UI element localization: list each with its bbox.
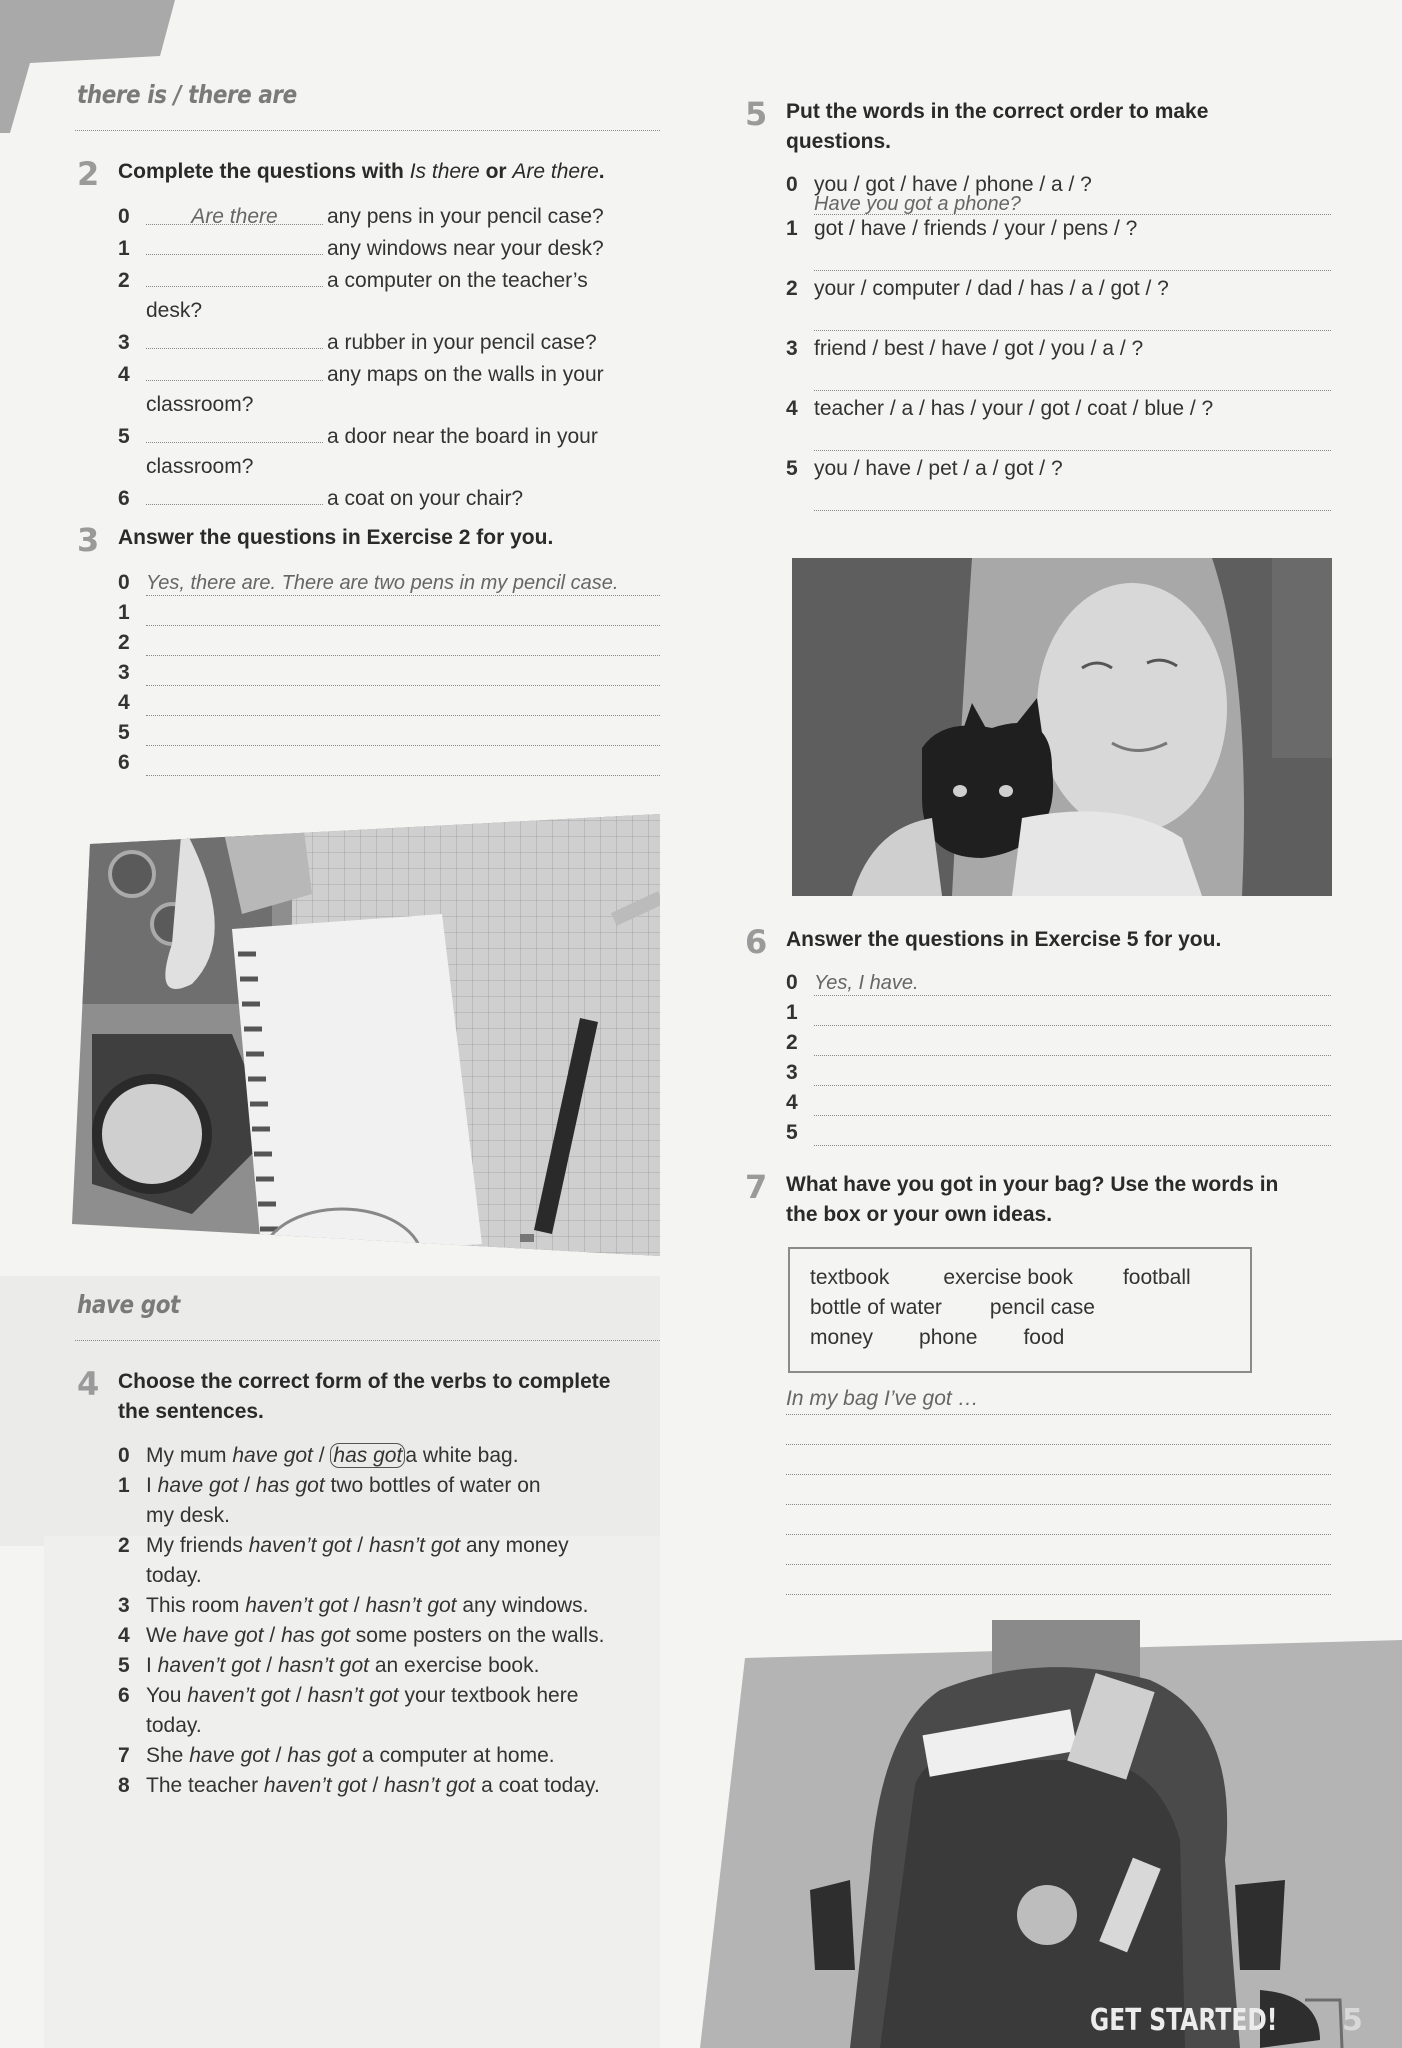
word-row	[810, 1263, 1230, 1293]
item-number: 1	[786, 217, 798, 240]
answer-line	[146, 775, 660, 776]
list-item	[118, 568, 660, 598]
answer-line-slot[interactable]	[786, 1565, 1331, 1595]
exercise-number: 2	[77, 155, 100, 193]
exercise-number: 3	[77, 521, 100, 559]
item-text: a computer at home.	[356, 1744, 555, 1767]
answer-blank[interactable]	[146, 358, 323, 381]
answer-blank[interactable]: Are there	[146, 202, 323, 225]
item-number: 4	[786, 397, 798, 420]
answer-blank[interactable]	[146, 326, 323, 349]
answer-blank[interactable]	[146, 482, 323, 505]
item-number: 4	[786, 1091, 798, 1114]
exercise-number: 6	[745, 923, 768, 961]
item-continuation: classroom?	[146, 393, 254, 416]
answer-line	[146, 625, 660, 626]
exercise-5-items	[786, 170, 1331, 514]
list-item	[786, 454, 1331, 514]
list-item	[118, 658, 660, 688]
list-item	[118, 748, 660, 778]
item-text: We	[146, 1624, 183, 1647]
list-item	[786, 968, 1331, 998]
word-row	[810, 1323, 1230, 1353]
list-item	[118, 1531, 663, 1561]
word-chip: football	[1122, 1266, 1191, 1289]
item-continuation: today.	[146, 1564, 202, 1587]
answer-line	[814, 270, 1331, 271]
word-chip: pencil case	[989, 1296, 1095, 1319]
item-text: any money	[460, 1534, 569, 1557]
item-text: a door near the board in your	[327, 425, 598, 448]
answer-line	[814, 1055, 1331, 1056]
notebook-desk-photo	[72, 804, 664, 1264]
option-separator: /	[238, 1474, 256, 1497]
item-number: 2	[786, 277, 798, 300]
option-separator: /	[269, 1744, 288, 1767]
exercise-4-items	[118, 1441, 663, 1801]
list-item	[118, 326, 663, 358]
list-item	[118, 1651, 663, 1681]
list-item	[118, 1681, 663, 1711]
answer-line	[814, 390, 1331, 391]
list-item	[786, 1088, 1331, 1118]
exercise-5-title	[786, 97, 1208, 157]
word-box	[788, 1247, 1252, 1373]
option-separator: /	[347, 1594, 366, 1617]
option-separator: /	[312, 1444, 331, 1467]
exercise-4-title	[118, 1367, 610, 1427]
item-number: 2	[118, 269, 130, 292]
word-chip: money	[810, 1326, 874, 1349]
answer-blank[interactable]	[146, 420, 323, 443]
item-prompt-row	[786, 214, 1331, 244]
list-item	[118, 718, 660, 748]
answer-line	[146, 655, 660, 656]
option-2[interactable]: hasn’t got	[365, 1594, 457, 1617]
item-text: a rubber in your pencil case?	[327, 331, 597, 354]
answer-blank[interactable]	[146, 232, 323, 255]
item-continuation: my desk.	[146, 1504, 231, 1527]
title-line: What have you got in your bag? Use the words in	[786, 1173, 1279, 1196]
answer-line	[814, 1115, 1331, 1116]
item-text: I	[146, 1474, 158, 1497]
title-option: Are there	[512, 160, 599, 183]
answer-line-slot[interactable]	[786, 1505, 1331, 1535]
item-text: This room	[146, 1594, 246, 1617]
item-number: 6	[118, 487, 130, 510]
list-item	[118, 420, 663, 452]
item-text: two bottles of water on	[324, 1474, 541, 1497]
list-item	[118, 264, 663, 296]
answer-field[interactable]: Yes, there are. There are two pens in my pencil case.	[146, 572, 619, 594]
option-2[interactable]: has got	[255, 1474, 325, 1497]
answer-line	[146, 685, 660, 686]
answer-line-slot[interactable]	[786, 1445, 1331, 1475]
exercise-number: 4	[77, 1365, 100, 1403]
list-item	[786, 1058, 1331, 1088]
item-prompt: your / computer / dad / has / a / got / ?	[814, 277, 1169, 300]
option-separator: /	[263, 1624, 282, 1647]
exercise-number: 5	[745, 95, 768, 133]
list-item	[118, 598, 660, 628]
answer-starter[interactable]: In my bag I’ve got …	[786, 1387, 979, 1410]
item-text: You	[146, 1684, 188, 1707]
item-prompt: got / have / friends / your / pens / ?	[814, 217, 1138, 240]
option-2[interactable]: has got	[281, 1624, 350, 1647]
exercise-6-title: Answer the questions in Exercise 5 for you.	[786, 928, 1222, 951]
item-number: 1	[118, 601, 130, 624]
list-item	[118, 232, 663, 264]
title-line: Choose the correct form of the verbs to complete	[118, 1370, 611, 1393]
title-line: the box or your own ideas.	[786, 1203, 1053, 1226]
exercise-7-title	[786, 1170, 1278, 1230]
item-prompt-row	[786, 274, 1331, 304]
item-text: some posters on the walls.	[349, 1624, 605, 1647]
option-1[interactable]: have got	[232, 1444, 313, 1467]
answer-line-slot[interactable]	[786, 1415, 1331, 1445]
item-number: 3	[118, 661, 130, 684]
list-item	[118, 202, 663, 232]
item-text: The teacher	[146, 1774, 264, 1797]
answer-line	[146, 745, 660, 746]
item-number: 5	[118, 721, 130, 744]
item-text: an exercise book.	[369, 1654, 540, 1677]
option-2[interactable]: hasn’t got	[277, 1654, 370, 1677]
item-prompt-row	[786, 454, 1331, 484]
answer-line	[814, 1085, 1331, 1086]
item-prompt: you / have / pet / a / got / ?	[814, 457, 1063, 480]
option-2[interactable]: hasn’t got	[384, 1774, 476, 1797]
answer-line-slot[interactable]	[786, 1475, 1331, 1505]
option-separator: /	[366, 1774, 385, 1797]
option-separator: /	[351, 1534, 369, 1557]
item-number: 5	[786, 1121, 798, 1144]
item-prompt: you / got / have / phone / a / ?	[814, 173, 1092, 196]
item-text: She	[146, 1744, 190, 1767]
girl-with-cat-photo	[792, 558, 1332, 896]
answer-line	[814, 450, 1331, 451]
item-text: a computer on the teacher’s	[327, 269, 588, 292]
item-number: 1	[118, 1474, 130, 1497]
item-text: any pens in your pencil case?	[327, 205, 604, 228]
list-item	[786, 998, 1331, 1028]
exercise-2-items	[118, 202, 663, 514]
item-prompt: teacher / a / has / your / got / coat / blue / ?	[814, 397, 1214, 420]
item-text: a white bag.	[405, 1444, 519, 1467]
option-2-circled[interactable]: has got	[330, 1443, 405, 1468]
item-continuation: classroom?	[146, 455, 254, 478]
list-item	[118, 628, 660, 658]
title-line: questions.	[786, 130, 892, 153]
item-number: 4	[118, 1624, 130, 1647]
item-continuation: today.	[146, 1714, 202, 1737]
list-item	[118, 1591, 663, 1621]
title-text: Complete the questions with	[118, 160, 410, 183]
item-prompt-row	[786, 394, 1331, 424]
answer-line	[814, 1025, 1331, 1026]
section-heading-have-got: have got	[77, 1290, 180, 1319]
item-number: 1	[786, 1001, 798, 1024]
list-item	[786, 214, 1331, 274]
answer-field[interactable]: Have you got a phone?	[814, 193, 1021, 215]
item-text: My mum	[146, 1444, 233, 1467]
list-item	[118, 1741, 663, 1771]
page-number: 5	[1342, 2003, 1363, 2038]
answer-line	[814, 995, 1331, 996]
item-number: 3	[118, 331, 130, 354]
item-number: 0	[118, 571, 130, 594]
list-item	[786, 1028, 1331, 1058]
option-1[interactable]: haven’t got	[187, 1684, 291, 1707]
title-line: the sentences.	[118, 1400, 264, 1423]
word-row	[810, 1293, 1230, 1323]
option-2[interactable]: has got	[287, 1744, 357, 1767]
title-text: or	[479, 160, 513, 183]
item-text: I	[146, 1654, 158, 1677]
item-number: 2	[786, 1031, 798, 1054]
answer-line	[146, 595, 660, 596]
list-item	[118, 482, 663, 514]
item-continuation: desk?	[146, 299, 203, 322]
list-item	[786, 274, 1331, 334]
item-number: 5	[786, 457, 798, 480]
exercise-3-title: Answer the questions in Exercise 2 for you.	[118, 526, 554, 549]
option-1[interactable]: have got	[157, 1474, 239, 1497]
section-rule	[75, 1340, 660, 1341]
word-chip: exercise book	[943, 1266, 1073, 1289]
item-text: a coat on your chair?	[327, 487, 524, 510]
option-1[interactable]: haven’t got	[157, 1654, 261, 1677]
corner-decoration	[0, 0, 180, 135]
list-item	[786, 394, 1331, 454]
item-text: any windows near your desk?	[327, 237, 604, 260]
option-1[interactable]: haven’t got	[245, 1594, 348, 1617]
backpack-photo	[680, 1610, 1402, 2048]
answer-line-slot[interactable]	[786, 1535, 1331, 1565]
answer-line	[814, 330, 1331, 331]
word-chip: bottle of water	[810, 1296, 942, 1319]
item-number: 3	[118, 1594, 130, 1617]
answer-line	[146, 715, 660, 716]
title-line: Put the words in the correct order to make	[786, 100, 1209, 123]
item-number: 4	[118, 691, 130, 714]
answer-field[interactable]: Yes, I have.	[814, 972, 919, 994]
exercise-number: 7	[745, 1168, 768, 1206]
exercise-2-title	[118, 157, 605, 187]
item-number: 3	[786, 1061, 798, 1084]
word-chip: textbook	[810, 1266, 890, 1289]
item-number: 8	[118, 1774, 130, 1797]
list-item	[786, 1118, 1331, 1148]
item-prompt: friend / best / have / got / you / a / ?	[814, 337, 1144, 360]
option-1[interactable]: have got	[182, 1624, 264, 1647]
item-text: any maps on the walls in your	[327, 363, 604, 386]
list-item	[118, 1621, 663, 1651]
option-2[interactable]: hasn’t got	[368, 1534, 461, 1557]
list-item	[118, 688, 660, 718]
word-chip: phone	[919, 1326, 978, 1349]
item-number: 0	[118, 205, 130, 228]
item-number: 2	[118, 1534, 130, 1557]
item-text: any windows.	[456, 1594, 589, 1617]
list-item	[118, 1441, 663, 1471]
item-number: 3	[786, 337, 798, 360]
option-1[interactable]: haven’t got	[248, 1534, 352, 1557]
item-number: 1	[118, 237, 130, 260]
exercise-3-items	[118, 568, 660, 778]
option-1[interactable]: haven’t got	[263, 1774, 367, 1797]
item-number: 6	[118, 751, 130, 774]
item-number: 2	[118, 631, 130, 654]
item-number: 0	[118, 1444, 130, 1467]
answer-blank[interactable]	[146, 264, 323, 287]
word-chip: food	[1023, 1326, 1065, 1349]
list-item	[786, 334, 1331, 394]
title-option: Is there	[409, 160, 480, 183]
unit-title: GET STARTED!	[1090, 2003, 1278, 2038]
option-separator: /	[260, 1654, 278, 1677]
item-number: 0	[786, 971, 798, 994]
list-item	[118, 1771, 663, 1801]
item-text: a coat today.	[475, 1774, 600, 1797]
item-number: 4	[118, 363, 130, 386]
section-rule	[75, 130, 660, 131]
item-number: 5	[118, 425, 130, 448]
option-separator: /	[290, 1684, 308, 1707]
answer-line	[814, 510, 1331, 511]
item-number: 6	[118, 1684, 130, 1707]
exercise-6-items	[786, 968, 1331, 1148]
option-2[interactable]: hasn’t got	[307, 1684, 399, 1707]
item-text: My friends	[146, 1534, 249, 1557]
option-1[interactable]: have got	[189, 1744, 270, 1767]
item-number: 0	[786, 173, 798, 196]
list-item	[786, 170, 1331, 214]
list-item	[118, 1471, 663, 1501]
section-heading-there-is: there is / there are	[77, 80, 297, 109]
list-item	[118, 358, 663, 390]
item-text: your textbook here	[398, 1684, 579, 1707]
item-number: 7	[118, 1744, 130, 1767]
exercise-7-answer-area	[786, 1384, 1331, 1595]
answer-line	[786, 1594, 1331, 1595]
title-text: .	[598, 160, 605, 183]
item-number: 5	[118, 1654, 130, 1677]
answer-line	[814, 1145, 1331, 1146]
item-prompt-row	[786, 334, 1331, 364]
